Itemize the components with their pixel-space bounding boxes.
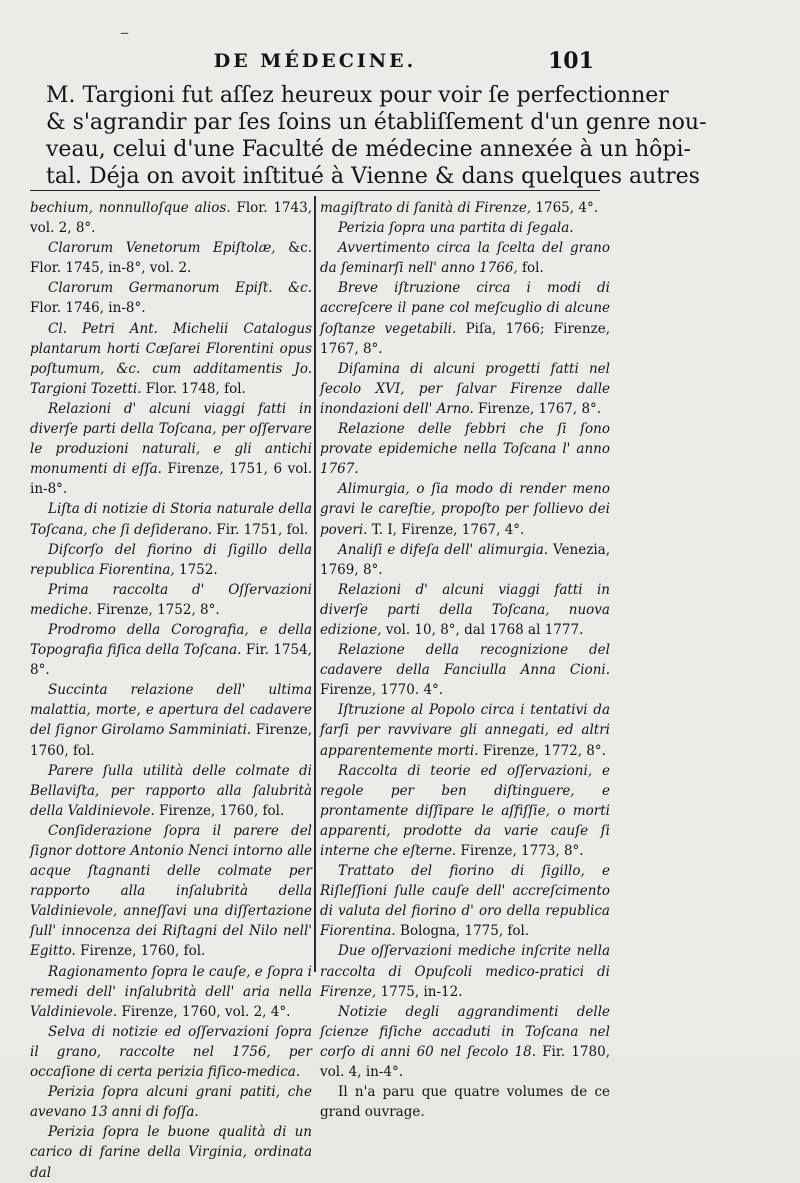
- bibliography-entry: [320, 479, 610, 539]
- entry-imprint: Fir. 1754, 8°.: [30, 642, 312, 679]
- bibliography-entry: [320, 419, 610, 479]
- entry-imprint: vol. 10, 8°, dal 1768 al 1777.: [381, 621, 584, 638]
- entry-imprint: Venezia, 1769, 8°.: [320, 541, 611, 578]
- entry-title: Alimurgia, o ſia modo di render meno gravi le careſtie, propoſto per ſollievo dei poveri.: [320, 481, 610, 538]
- bibliography-entry: [320, 700, 610, 760]
- entry-title: Parere ſulla utilità delle colmate di Bellaviſta, per rapporto alla ſalubrità della Valdinievole.: [30, 762, 312, 819]
- entry-title: Clarorum Germanorum Epiſt. &c.: [48, 280, 312, 297]
- entry-title: Relazioni d' alcuni viaggi fatti in diverſe parti della Toſcana, nuova edizione,: [320, 581, 610, 638]
- intro-line: veau, celui d'une Faculté de médecine annexée à un hôpi-: [46, 137, 691, 162]
- bibliography-entry: [30, 540, 312, 580]
- entry-title: magiſtrato di ſanità di Firenze,: [320, 200, 532, 216]
- entry-title: Relazione delle febbri che ſi ſono provate epidemiche nella Toſcana l' anno 1767.: [320, 421, 610, 478]
- header-rule: [30, 190, 600, 191]
- entry-imprint: Il n'a paru que quatre volumes de ce grand ouvrage.: [320, 1084, 610, 1121]
- bibliography-entry: [320, 941, 610, 1001]
- entry-title: Succinta relazione dell' ultima malattia, morte, e apertura del cadavere del ſignor Girolamo Samminiati.: [30, 682, 312, 739]
- bibliography-entry: [30, 319, 312, 399]
- entry-imprint: T. I, Firenze, 1767, 4°.: [367, 521, 525, 538]
- entry-title: Avvertimento circa la ſcelta del grano da ſeminarſi nell' anno 1766,: [320, 240, 610, 277]
- bibliography-entry: [30, 198, 312, 238]
- entry-title: bechium, nonnulloſque alios.: [30, 200, 231, 216]
- intro-line: & s'agrandir par ſes ſoins un établiſſement d'un genre nou-: [46, 110, 707, 135]
- entry-imprint: Firenze, 1760, fol.: [30, 722, 312, 759]
- bibliography-entry: [320, 540, 610, 580]
- intro-line: M. Targioni fut aſſez heureux pour voir ſe perfectionner: [46, 83, 669, 108]
- entry-imprint: Firenze, 1760, fol.: [154, 802, 285, 819]
- entry-imprint: Firenze, 1767, 8°.: [473, 400, 602, 417]
- entry-title: Selva di notizie ed oſſervazioni ſopra il grano, raccolte nel 1756, per occaſione di certa perizia fiſico-medica.: [30, 1023, 312, 1081]
- column-divider: [314, 196, 316, 972]
- bibliography-entry: [320, 1082, 610, 1122]
- entry-imprint: Flor. 1748, fol.: [141, 380, 246, 397]
- entry-title: Perizia ſopra una partita di ſegala.: [338, 220, 574, 237]
- running-head: [0, 48, 800, 78]
- entry-title: Diſamina di alcuni progetti fatti nel ſecolo XVI, per ſalvar Firenze dalle inondazioni dell' Arno.: [320, 360, 610, 417]
- entry-title: Analiſi e difeſa dell' alimurgia.: [338, 541, 549, 558]
- entry-title: Notizie degli aggrandimenti delle ſcienze fiſiche accaduti in Toſcana nel corſo di anni 60 nel ſecolo 18.: [320, 1003, 610, 1060]
- bibliography-entry: [320, 218, 610, 238]
- entry-imprint: Piſa, 1766; Firenze, 1767, 8°.: [320, 320, 610, 357]
- entry-title: Trattato del fiorino di ſigillo, e Riſleſſioni ſulle cauſe dell' accreſcimento di valuta del fiorino d' oro della republica Fiorentina.: [320, 863, 610, 940]
- entry-title: Prodromo della Corografia, e della Topografia fiſica della Toſcana.: [30, 621, 312, 659]
- bibliography-entry: [30, 1122, 312, 1182]
- bibliography-entry: [30, 821, 312, 962]
- entry-title: Raccolta di teorie ed oſſervazioni, e regole per ben diſtinguere, e prontamente diſſipare le aſfiſſie, o morti apparenti, prodotte da varie cauſe ſi interne che eſterne.: [320, 762, 610, 859]
- entry-imprint: 1752.: [174, 561, 218, 578]
- entry-imprint: Firenze, 1752, 8°.: [92, 601, 220, 618]
- entry-title: Ragionamento ſopra le cauſe, e ſopra i remedi dell' inſalubrità dell' aria nella Valdinievole.: [30, 963, 312, 1020]
- entry-title: Perizia ſopra alcuni grani patiti, che avevano 13 anni di foſſa.: [30, 1084, 312, 1121]
- right-column: [320, 198, 610, 1122]
- header-dash: –: [120, 22, 129, 43]
- bibliography-entry: [320, 198, 610, 218]
- entry-imprint: Firenze, 1772, 8°.: [478, 742, 606, 759]
- bibliography-entry: [30, 1082, 312, 1122]
- entry-imprint: Firenze, 1760, fol.: [75, 943, 206, 960]
- entry-imprint: Flor. 1743, vol. 2, 8°.: [30, 200, 312, 237]
- bibliography-entry: [320, 1002, 610, 1082]
- bibliography-entry: [320, 640, 610, 700]
- entry-title: Diſcorſo del fiorino di ſigillo della republica Fiorentina,: [30, 541, 312, 578]
- intro-paragraph: [46, 82, 707, 190]
- entry-imprint: Firenze, 1760, vol. 2, 4°.: [117, 1003, 291, 1020]
- entry-imprint: 1765, 4°.: [531, 200, 598, 216]
- bibliography-entry: [30, 399, 312, 499]
- entry-title: Cl. Petri Ant. Michelii Catalogus plantarum horti Cæſarei Florentini opus poſtumum, &c. cum additamentis Jo. Targioni Tozetti.: [30, 320, 312, 397]
- bibliography-entry: [320, 861, 610, 941]
- bibliography-entry: [30, 238, 312, 278]
- bibliography-entry: [30, 1022, 312, 1082]
- bibliography-entry: [30, 620, 312, 680]
- entry-title: Conſiderazione ſopra il parere del ſignor dottore Antonio Nenci intorno alle acque ſtagnanti delle colmate per rapporto alla inſalubrità della Valdinievole, anneſſavi una diſſertazione ſull' innocenza dei Riſtagni del Nilo nell' Egitto.: [30, 822, 312, 960]
- intro-line: tal. Déja on avoit inſtitué à Vienne & dans quelques autres: [46, 164, 700, 189]
- entry-title: Breve iſtruzione circa i modi di accreſcere il pane col meſcuglio di alcune ſoſtanze vegetabili.: [320, 280, 610, 337]
- left-column: [30, 198, 312, 1183]
- bibliography-entry: [320, 359, 610, 419]
- entry-title: Relazione della recognizione del cadavere della Fanciulla Anna Cioni.: [320, 642, 610, 679]
- page-number: 101: [548, 48, 594, 74]
- bibliography-entry: [320, 278, 610, 358]
- entry-title: Prima raccolta d' Oſſervazioni mediche.: [30, 581, 312, 618]
- running-title: DE MÉDECINE.: [213, 50, 417, 72]
- bibliography-entry: [30, 680, 312, 760]
- entry-imprint: Fir. 1780, vol. 4, in-4°.: [320, 1043, 610, 1081]
- entry-imprint: Firenze, 1770. 4°.: [320, 682, 444, 699]
- entry-imprint: 1775, in-12.: [376, 983, 463, 1000]
- entry-title: Perizia ſopra le buone qualità di un carico di farine della Virginia, ordinata dal: [30, 1124, 312, 1181]
- entry-title: Relazioni d' alcuni viaggi fatti in diverſe parti della Toſcana, per oſſervare le produzioni naturali, e gli antichi monumenti di eſſa.: [30, 400, 312, 478]
- entry-imprint: fol.: [517, 260, 544, 277]
- bibliography-entry: [30, 962, 312, 1022]
- bibliography-entry: [320, 580, 610, 640]
- bibliography-entry: [30, 278, 312, 318]
- bibliography-entry: [30, 580, 312, 620]
- entry-imprint: Firenze, 1773, 8°.: [456, 843, 584, 859]
- entry-imprint: Flor. 1746, in-8°.: [30, 300, 146, 317]
- entry-title: Liſta di notizie di Storia naturale della Toſcana, che ſi deſiderano.: [30, 501, 312, 538]
- entry-title: Iſtruzione al Popolo circa i tentativi da farſi per ravvivare gli annegati, ed altri apparentemente morti.: [320, 702, 610, 759]
- entry-title: Due oſſervazioni mediche inſcrite nella raccolta di Opuſcoli medico-pratici di Firenze,: [320, 943, 610, 1000]
- entry-imprint: &c. Flor. 1745, in-8°, vol. 2.: [30, 240, 312, 277]
- entry-title: Clarorum Venetorum Epiſtolæ,: [48, 240, 276, 257]
- bibliography-entry: [320, 761, 610, 861]
- entry-imprint: Bologna, 1775, fol.: [395, 923, 530, 940]
- bibliography-entry: [30, 499, 312, 539]
- bibliography-entry: [320, 238, 610, 278]
- entry-imprint: Firenze, 1751, 6 vol. in-8°.: [30, 461, 312, 498]
- entry-imprint: Fir. 1751, fol.: [212, 521, 309, 538]
- bibliography-entry: [30, 761, 312, 821]
